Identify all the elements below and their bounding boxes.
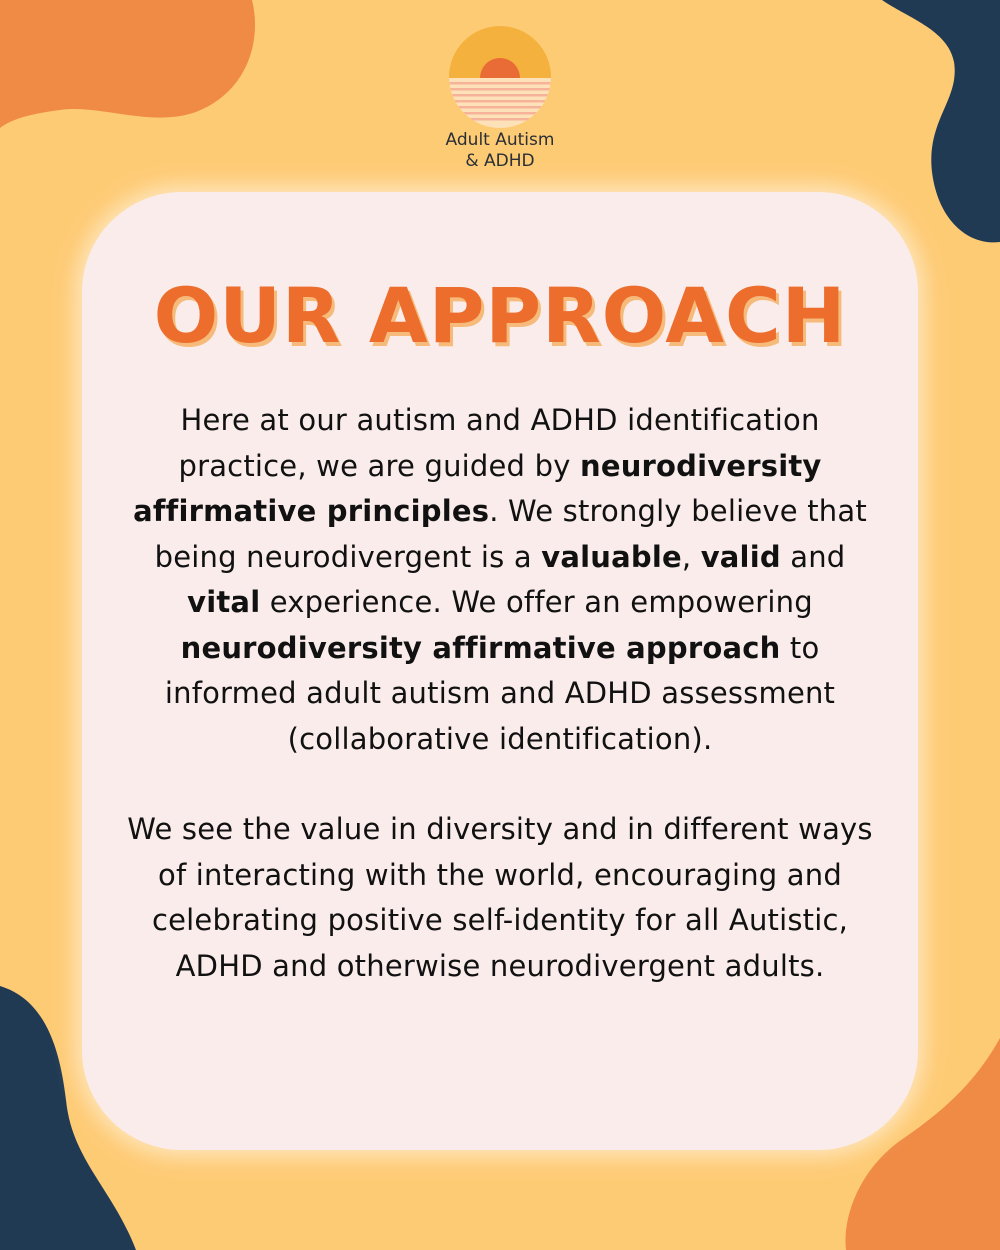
paragraph-values: We see the value in diversity and in different ways of interacting with the world, encouraging and celebrating positive self-identity for all Autistic, ADHD and otherwise neurodivergent adults. xyxy=(127,812,873,983)
brand-name-line1: Adult Autism xyxy=(445,130,555,150)
body-text xyxy=(122,398,878,989)
paragraph-approach xyxy=(122,398,878,762)
paragraph-text: and xyxy=(780,539,846,574)
paragraph-text: experience. We offer an empowering xyxy=(260,585,813,619)
emphasis-text: neurodiversity affirmative approach xyxy=(180,630,781,665)
emphasis-text: valuable xyxy=(541,539,682,574)
orange-blob-top-left xyxy=(0,0,255,128)
paragraph-text: . We strongly believe that being neurodivergent is a xyxy=(154,494,867,574)
paragraph-text: Here at our autism and ADHD identification practice, we are guided by xyxy=(178,403,820,483)
sunset-over-water-icon xyxy=(449,26,551,128)
content-card xyxy=(82,192,918,1150)
navy-blob-top-right xyxy=(882,0,1000,242)
emphasis-text: neurodiversity affirmative principles xyxy=(133,448,822,528)
brand-logo xyxy=(440,26,560,172)
brand-name-line2: & ADHD xyxy=(465,151,535,171)
paragraph-text: , xyxy=(681,539,701,574)
emphasis-text: valid xyxy=(700,539,781,574)
brand-name xyxy=(440,130,560,172)
emphasis-text: vital xyxy=(187,585,261,619)
page-title: OUR APPROACH xyxy=(153,271,847,360)
paragraph-text: to informed adult autism and ADHD assessment (collaborative identification). xyxy=(164,630,836,756)
